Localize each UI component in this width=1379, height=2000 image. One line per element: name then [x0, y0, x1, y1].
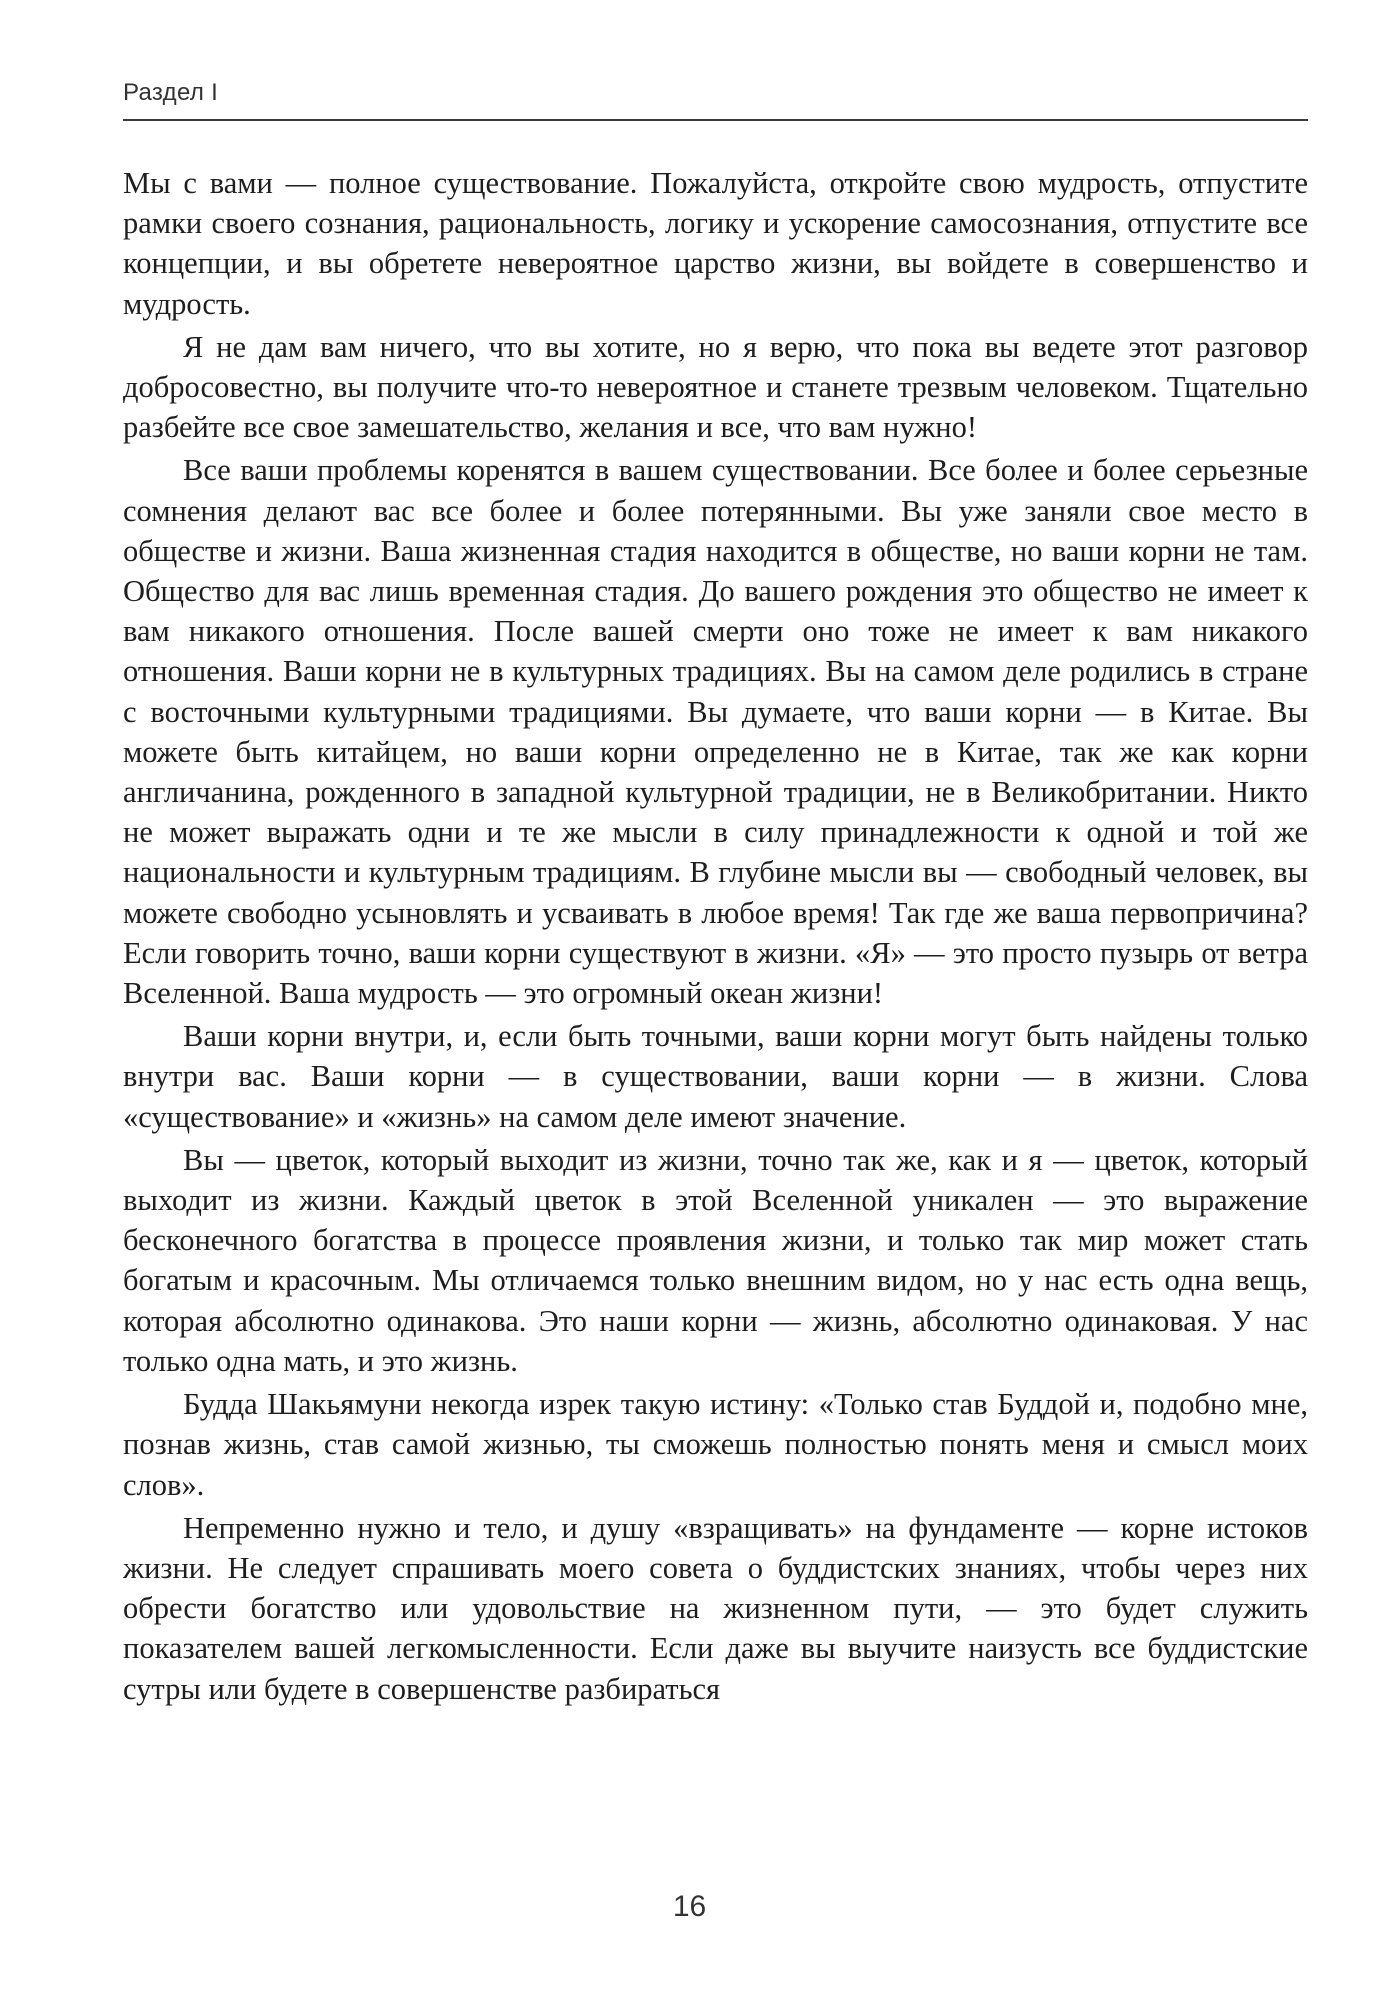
page-number: 16 — [672, 1890, 707, 1923]
paragraph: Вы — цветок, который выходит из жизни, точно так же, как и я — цветок, который выходит из жизни. Каждый цветок в этой Вселенной уникален — это выражение бесконечного богатства в процессе проявления жизни, и только так мир может стать богатым и красочным. Мы отличаемся только внешним видом, но у нас есть одна вещь, которая абсолютно одинакова. Это наши корни — жизнь, абсолютно одинаковая. У нас только одна мать, и это жизнь. — [123, 1142, 1308, 1378]
paragraph: Ваши корни внутри, и, если быть точными, ваши корни могут быть найдены только внутри вас. Ваши корни — в существовании, ваши корни — в жизни. Слова «существование» и «жизнь» на самом деле имеют значение. — [123, 1019, 1308, 1134]
header-rule — [123, 119, 1308, 121]
paragraph: Я не дам вам ничего, что вы хотите, но я верю, что пока вы ведете этот разговор добросовестно, вы получите что-то невероятное и станете трезвым человеком. Тщательно разбейте все свое замешательство, желания и все, что вам нужно! — [123, 329, 1308, 445]
body-text — [123, 163, 1308, 1712]
paragraph: Непременно нужно и тело, и душу «взращивать» на фундаменте — корне истоков жизни. Не следует спрашивать моего совета о буддистских знаниях, чтобы через них обрести богатство или удовольствие на жизненном пути, — это будет служить показателем вашей легкомысленности. Если даже вы выучите наизусть все буддистские сутры или будете в совершенстве разбираться — [123, 1510, 1308, 1706]
paragraph: Мы с вами — полное существование. Пожалуйста, откройте свою мудрость, отпустите рамки своего сознания, рациональность, логику и ускорение самосознания, отпустите все концепции, и вы обретете невероятное царство жизни, вы войдете в совершенство и мудрость. — [123, 166, 1308, 321]
running-header: Раздел I — [123, 79, 219, 106]
paragraph: Все ваши проблемы коренятся в вашем существовании. Все более и более серьезные сомнения делают вас все более и более потерянными. Вы уже заняли свое место в обществе и жизни. Ваша жизненная стадия находится в обществе, но ваши корни не там. Общество для вас лишь временная стадия. До вашего рождения это общество не имеет к вам никакого отношения. После вашей смерти оно тоже не имеет к вам никакого отношения. Ваши корни не в культурных традициях. Вы на самом деле родились в стране с восточными культурными традициями. Вы думаете, что ваши корни — в Китае. Вы можете быть китайцем, но ваши корни определенно не в Китае, так же как корни англичанина, рожденного в западной культурной традиции, не в Великобритании. Никто не может выражать одни и те же мысли в силу принадлежности к одной и той же национальности и культурным традициям. В глубине мысли вы — свободный человек, вы можете свободно усыновлять и усваивать в любое время! Так где же ваша первопричина? Если говорить точно, ваши корни существуют в жизни. «Я» — это просто пузырь от ветра Вселенной. Ваша мудрость — это огромный океан жизни! — [123, 453, 1308, 1011]
paragraph: Будда Шакьямуни некогда изрек такую истину: «Только став Буддой и, подобно мне, познав жизнь, став самой жизнью, ты сможешь полностью понять меня и смысл моих слов». — [123, 1387, 1308, 1502]
